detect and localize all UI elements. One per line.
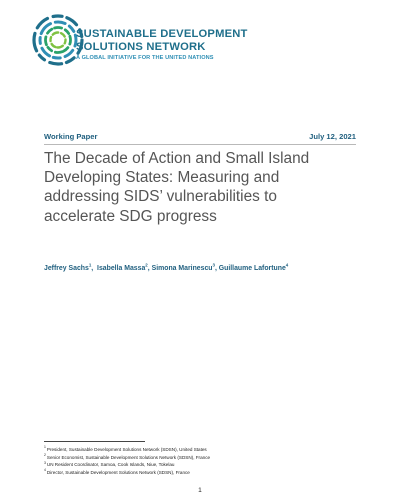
author-footnote-mark: 3 (212, 262, 215, 268)
title-line: addressing SIDS’ vulnerabilities to (44, 188, 277, 206)
footnote-list (44, 446, 210, 476)
footnote-separator (44, 441, 145, 442)
footnote-text: Senior Economist, Sustainable Development Solutions Network (SDSN), France (46, 454, 211, 460)
brand-line-1: SUSTAINABLE DEVELOPMENT (76, 28, 248, 40)
author-name: Jeffrey Sachs (44, 265, 89, 272)
author-footnote-mark: 4 (285, 262, 289, 268)
footnote-mark: 4 (44, 468, 46, 473)
author-list: Jeffrey Sachs$^1$, Isabella Massa$^2$, Simona Marinescu$^3$, Guillaume Lafortune$^4$ (44, 262, 289, 272)
paper-title (44, 149, 364, 226)
footnote-item (44, 469, 210, 477)
publication-date: July 12, 2021 (309, 132, 356, 141)
working-paper-label: Working Paper (44, 132, 98, 141)
title-line: Developing States: Measuring and (44, 169, 280, 187)
footnote-text: Director, Sustainable Development Solutions Network (SDSN), France (46, 469, 190, 475)
footnote-mark: 3 (44, 460, 46, 465)
brand-name (76, 29, 248, 62)
footnote-text: UN Resident Coordinator, Samoa, Cook Islands, Niue, Tokelau (46, 462, 175, 468)
title-line: The Decade of Action and Small Island (44, 150, 310, 167)
title-line: accelerate SDG progress (44, 207, 217, 225)
footnote-item (44, 446, 210, 454)
brand-tagline: A GLOBAL INITIATIVE FOR THE UNITED NATIONS (76, 55, 214, 62)
footnote-item (44, 454, 210, 462)
author-name: Guillaume Lafortune (218, 265, 286, 272)
author-name: Isabella Massa (97, 265, 146, 272)
footnote-text: President, Sustainable Development Solutions Network (SDSN), United States (46, 447, 207, 452)
brand-line-2: SOLUTIONS NETWORK (76, 41, 206, 54)
footnote-mark: 1 (44, 445, 46, 450)
page-number: 1 (198, 487, 202, 494)
author-name: Simona Marinescu (151, 265, 213, 272)
author-footnote-mark: 1 (88, 262, 92, 268)
footnote-mark: 2 (44, 453, 46, 458)
header-divider (44, 144, 356, 145)
author-footnote-mark: 2 (145, 262, 148, 268)
footnote-item (44, 461, 210, 469)
